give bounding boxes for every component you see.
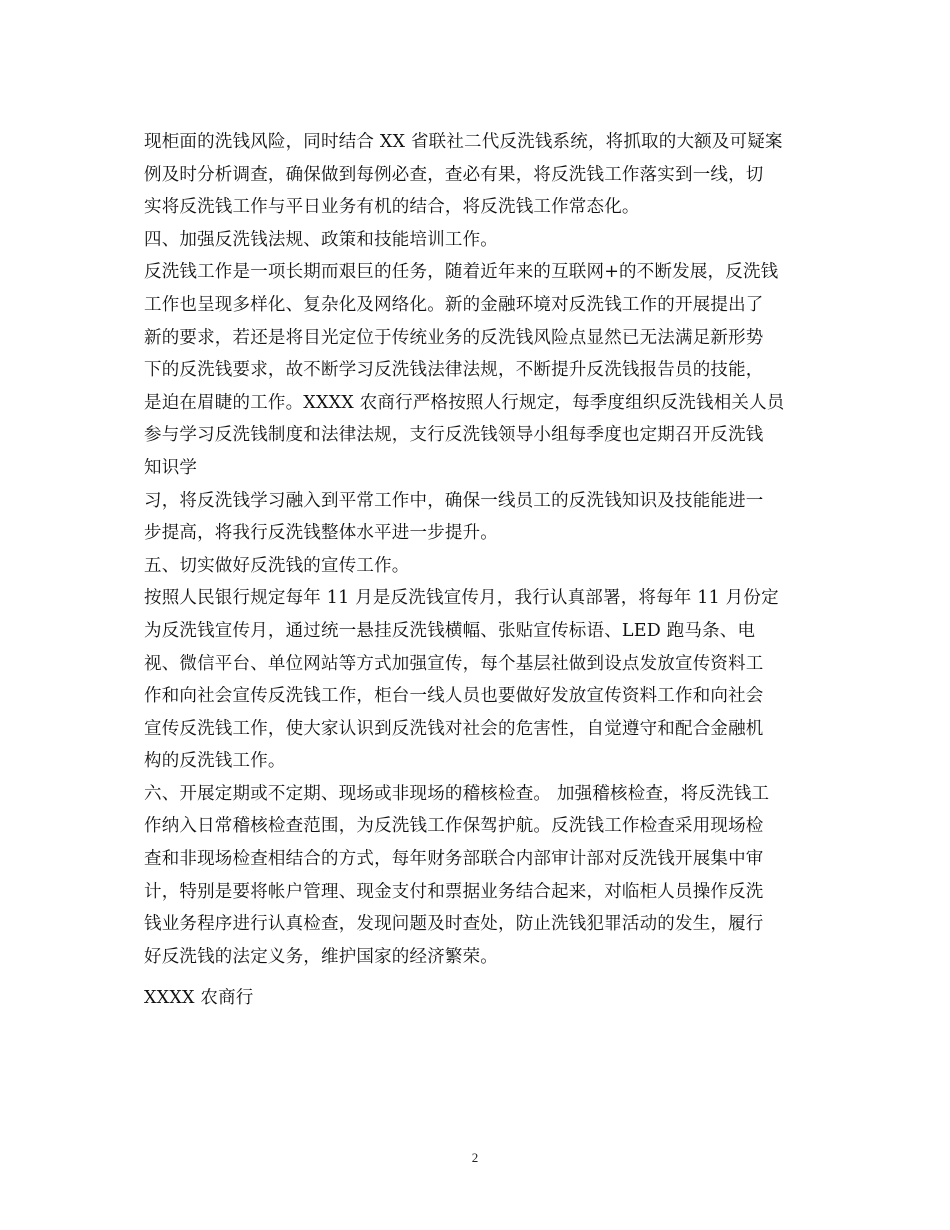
- section-heading: 六、开展定期或不定期、现场或非现场的稽核检查。 加强稽核检查，将反洗钱工: [144, 783, 770, 804]
- signature: XXXX 农商行: [144, 988, 254, 1009]
- text-line: 新的要求，若还是将目光定位于传统业务的反洗钱风险点显然已无法满足新形势: [144, 327, 764, 348]
- text-line: 步提高，将我行反洗钱整体水平进一步提升。: [144, 523, 498, 544]
- text-line: 为反洗钱宣传月，通过统一悬挂反洗钱横幅、张贴宣传标语、LED 跑马条、电: [144, 620, 756, 641]
- text-line: 实将反洗钱工作与平日业务有机的结合，将反洗钱工作常态化。: [144, 197, 640, 218]
- text-line: 好反洗钱的法定义务，维护国家的经济繁荣。: [144, 946, 498, 967]
- text-line: 习，将反洗钱学习融入到平常工作中，确保一线员工的反洗钱知识及技能能进一: [144, 490, 764, 511]
- text-line: 计，特别是要将帐户管理、现金支付和票据业务结合起来，对临柜人员操作反洗: [144, 881, 764, 902]
- text-line: 参与学习反洗钱制度和法律法规，支行反洗钱领导小组每季度也定期召开反洗钱: [144, 425, 764, 446]
- text-line: 反洗钱工作是一项长期而艰巨的任务，随着近年来的互联网+的不断发展，反洗钱: [144, 262, 779, 283]
- text-line: 构的反洗钱工作。: [144, 751, 286, 772]
- text-line: 工作也呈现多样化、复杂化及网络化。新的金融环境对反洗钱工作的开展提出了: [144, 294, 764, 315]
- text-line: 作纳入日常稽核检查范围，为反洗钱工作保驾护航。反洗钱工作检查采用现场检: [144, 816, 764, 837]
- text-line: 按照人民银行规定每年 11 月是反洗钱宣传月，我行认真部署，将每年 11 月份定: [144, 588, 779, 609]
- text-line: 下的反洗钱要求，故不断学习反洗钱法律法规，不断提升反洗钱报告员的技能，: [144, 360, 764, 381]
- text-line: 宣传反洗钱工作，使大家认识到反洗钱对社会的危害性，自觉遵守和配合金融机: [144, 718, 764, 739]
- section-heading: 四、加强反洗钱法规、政策和技能培训工作。: [144, 229, 498, 250]
- text-line: 查和非现场检查相结合的方式，每年财务部联合内部审计部对反洗钱开展集中审: [144, 849, 764, 870]
- section-heading: 五、切实做好反洗钱的宣传工作。: [144, 555, 410, 576]
- text-line: 现柜面的洗钱风险，同时结合 XX 省联社二代反洗钱系统，将抓取的大额及可疑案: [144, 132, 783, 152]
- text-line: 钱业务程序进行认真检查，发现问题及时查处，防止洗钱犯罪活动的发生，履行: [144, 914, 764, 935]
- text-line: 视、微信平台、单位网站等方式加强宣传，每个基层社做到设点发放宣传资料工: [144, 653, 764, 674]
- text-line: 作和向社会宣传反洗钱工作，柜台一线人员也要做好发放宣传资料工作和向社会: [144, 686, 764, 707]
- page-number: 2: [471, 1150, 479, 1165]
- text-line: 知识学: [144, 457, 198, 478]
- text-line: 例及时分析调查，确保做到每例必查，查必有果，将反洗钱工作落实到一线，切: [144, 164, 764, 185]
- text-line: 是迫在眉睫的工作。XXXX 农商行严格按照人行规定，每季度组织反洗钱相关人员: [144, 392, 785, 413]
- document-body: [144, 126, 814, 1015]
